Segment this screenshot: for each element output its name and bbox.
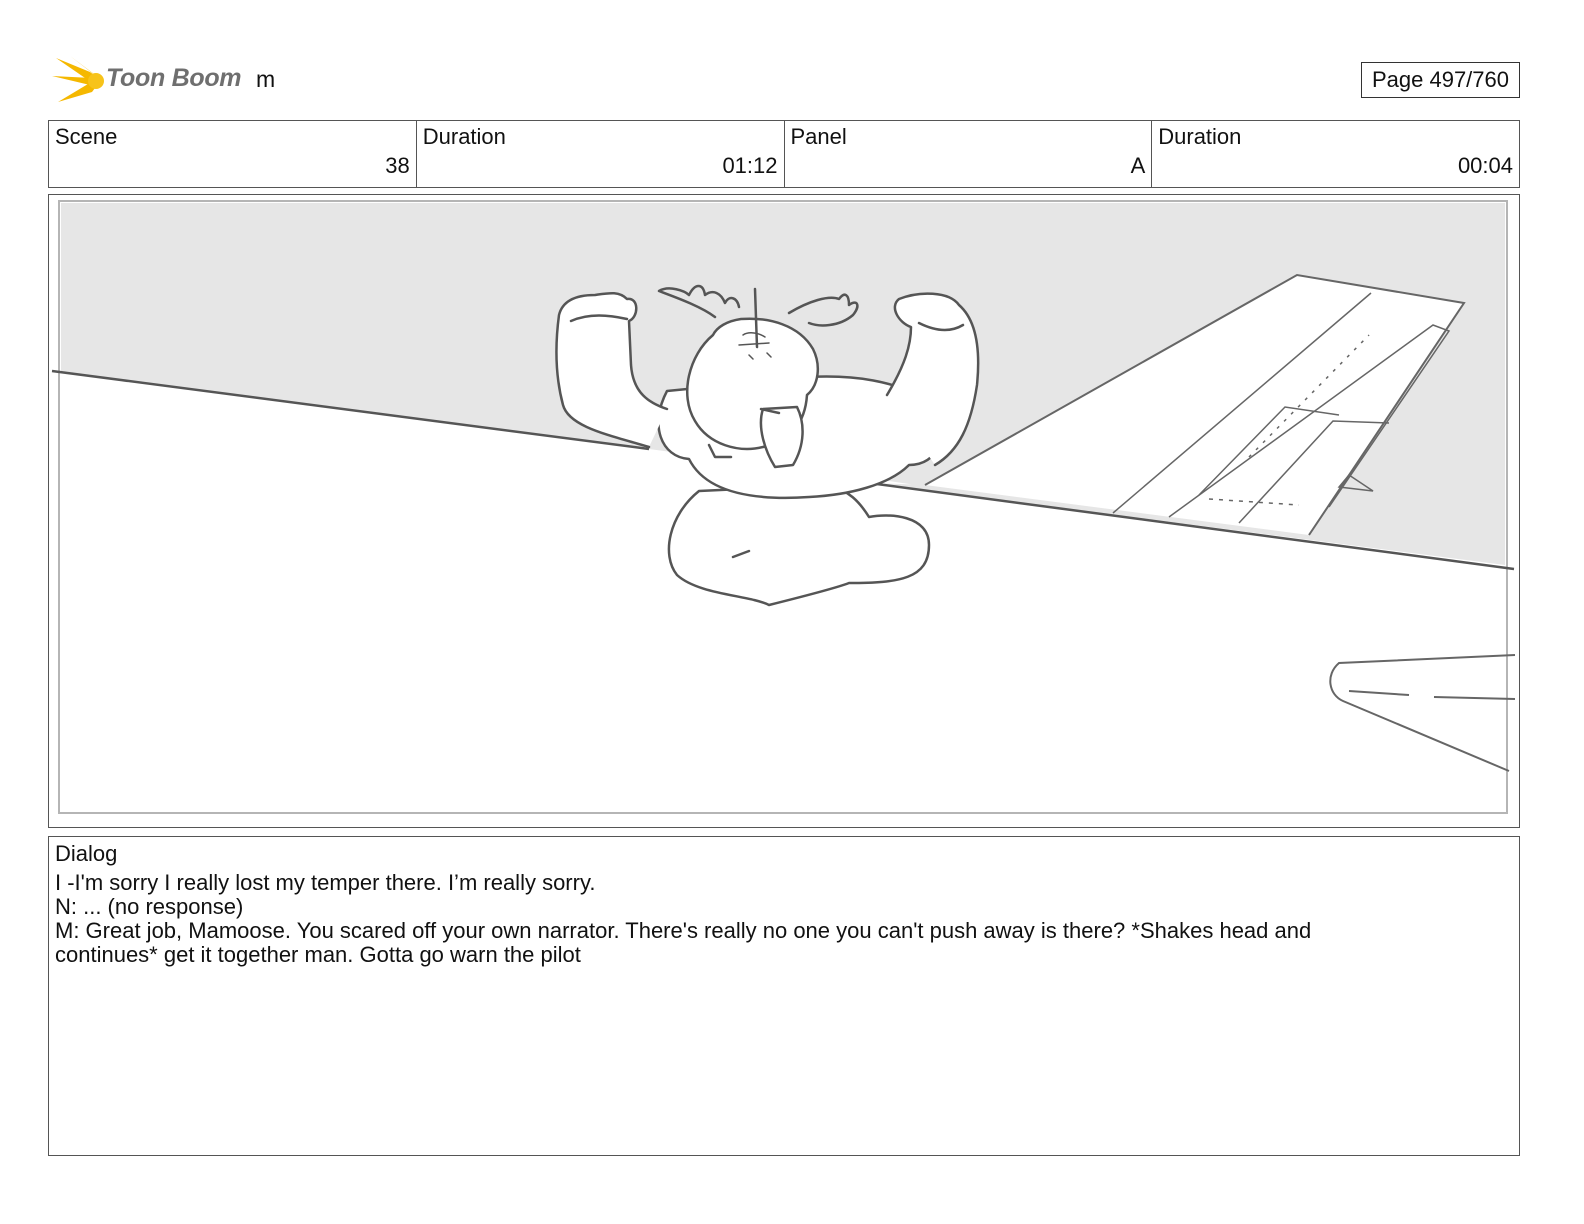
dialog-label: Dialog [55,841,118,866]
page-number: Page 497/760 [1361,62,1520,98]
scene-cell [49,121,417,187]
scene-duration-cell [417,121,785,187]
panel-value: A [1130,153,1146,178]
panel-duration-label: Duration [1158,124,1242,149]
sun-flare-icon [50,52,110,108]
storyboard-panel [48,194,1520,828]
panel-duration-cell [1152,121,1519,187]
dialog-line: I -I'm sorry I really lost my temper there. I’m really sorry. [55,870,596,895]
logo-text: Toon Boom [106,64,242,92]
panel-cell [785,121,1153,187]
toon-boom-logo [50,52,240,108]
scene-value: 38 [385,153,410,178]
dialog-line: N: ... (no response) [55,894,244,919]
scene-label: Scene [55,124,118,149]
panel-duration-value: 00:04 [1457,153,1513,178]
dialog-box [48,836,1520,1156]
panel-sketch [49,195,1519,827]
scene-duration-label: Duration [422,124,506,149]
panel-label: Panel [790,124,847,149]
scene-duration-value: 01:12 [722,153,778,178]
info-table [48,120,1520,188]
project-name: m [256,66,276,92]
dialog-line: M: Great job, Mamoose. You scared off your own narrator. There's really no one you can't push away is there? *Shakes head and continues* get it together man. Gotta go warn the pilot [55,918,1312,967]
dialog-text [55,871,1419,967]
